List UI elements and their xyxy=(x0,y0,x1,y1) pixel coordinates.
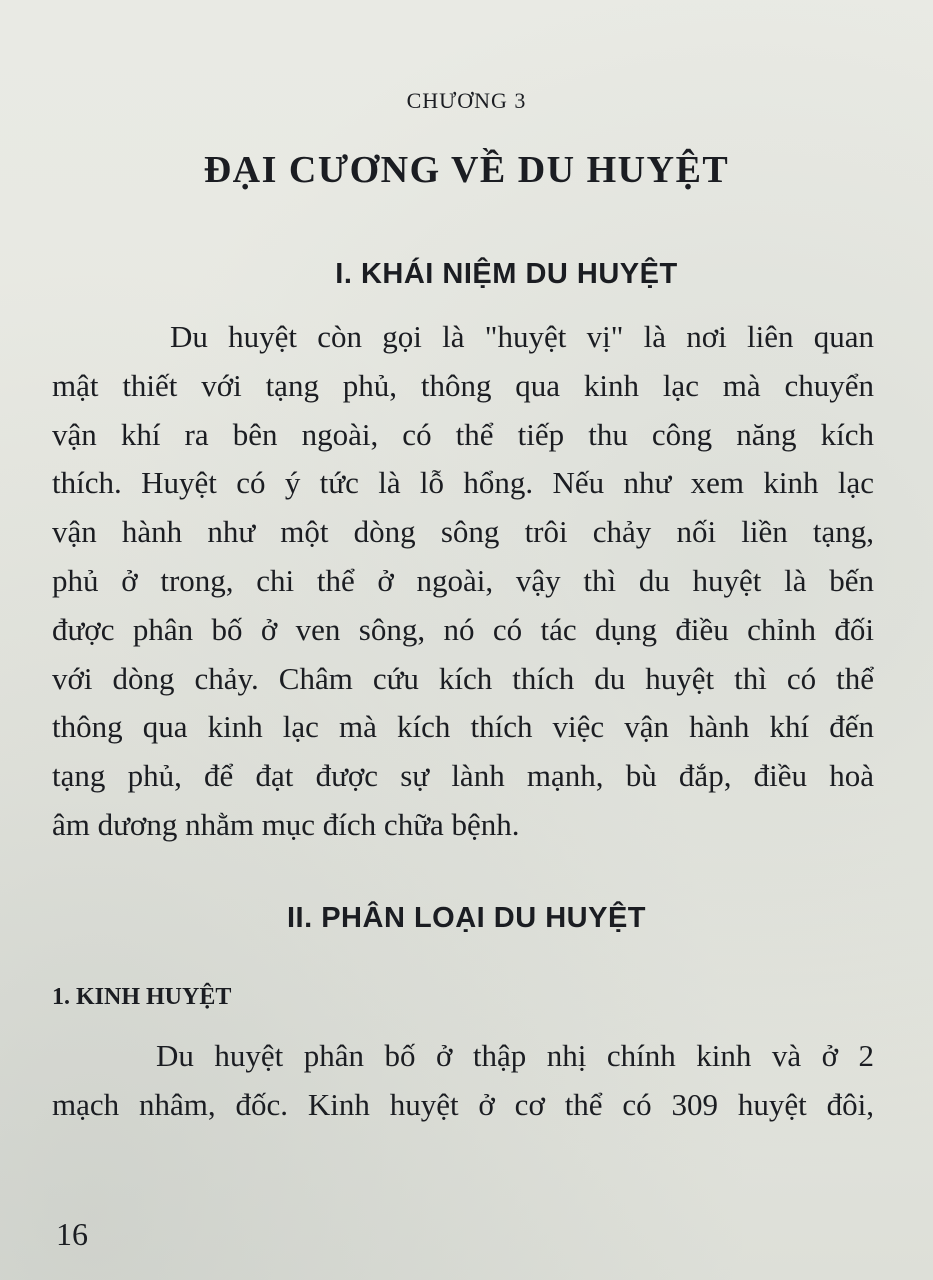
subsection-heading: 1. KINH HUYỆT xyxy=(52,984,232,1010)
paragraph-line: phủ ở trong, chi thể ở ngoài, vậy thì du huyệt là bến xyxy=(52,562,874,598)
section-heading-2: II. PHÂN LOẠI DU HUYỆT xyxy=(286,902,646,934)
paragraph-line: được phân bố ở ven sông, nó có tác dụng điều chỉnh đối xyxy=(52,611,874,647)
paragraph-line: mật thiết với tạng phủ, thông qua kinh lạc mà chuyển xyxy=(52,367,874,403)
paragraph-classification xyxy=(52,1032,874,1130)
paragraph-line: mạch nhâm, đốc. Kinh huyệt ở cơ thể có 309 huyệt đôi, xyxy=(52,1086,874,1122)
paragraph-line: với dòng chảy. Châm cứu kích thích du huyệt thì có thể xyxy=(52,660,874,696)
paragraph-line: thích. Huyệt có ý tức là lỗ hổng. Nếu như xem kinh lạc xyxy=(52,465,874,501)
paragraph-line: thông qua kinh lạc mà kích thích việc vận hành khí đến xyxy=(52,709,874,745)
paragraph-line: tạng phủ, để đạt được sự lành mạnh, bù đắp, điều hoà xyxy=(52,758,874,794)
section-heading-1: I. KHÁI NIỆM DU HUYỆT xyxy=(335,258,678,290)
page-number: 16 xyxy=(56,1216,88,1252)
paragraph-concept xyxy=(52,313,874,850)
chapter-label: CHƯƠNG 3 xyxy=(406,88,527,113)
chapter-title: ĐẠI CƯƠNG VỀ DU HUYỆT xyxy=(203,149,730,191)
paragraph-line: Du huyệt còn gọi là "huyệt vị" là nơi liên quan xyxy=(170,319,874,354)
paragraph-line: âm dương nhằm mục đích chữa bệnh. xyxy=(52,806,520,842)
paragraph-line: Du huyệt phân bố ở thập nhị chính kinh và ở 2 xyxy=(156,1038,874,1073)
paragraph-line: vận khí ra bên ngoài, có thể tiếp thu công năng kích xyxy=(52,416,874,452)
paragraph-line: vận hành như một dòng sông trôi chảy nối liền tạng, xyxy=(52,514,874,550)
